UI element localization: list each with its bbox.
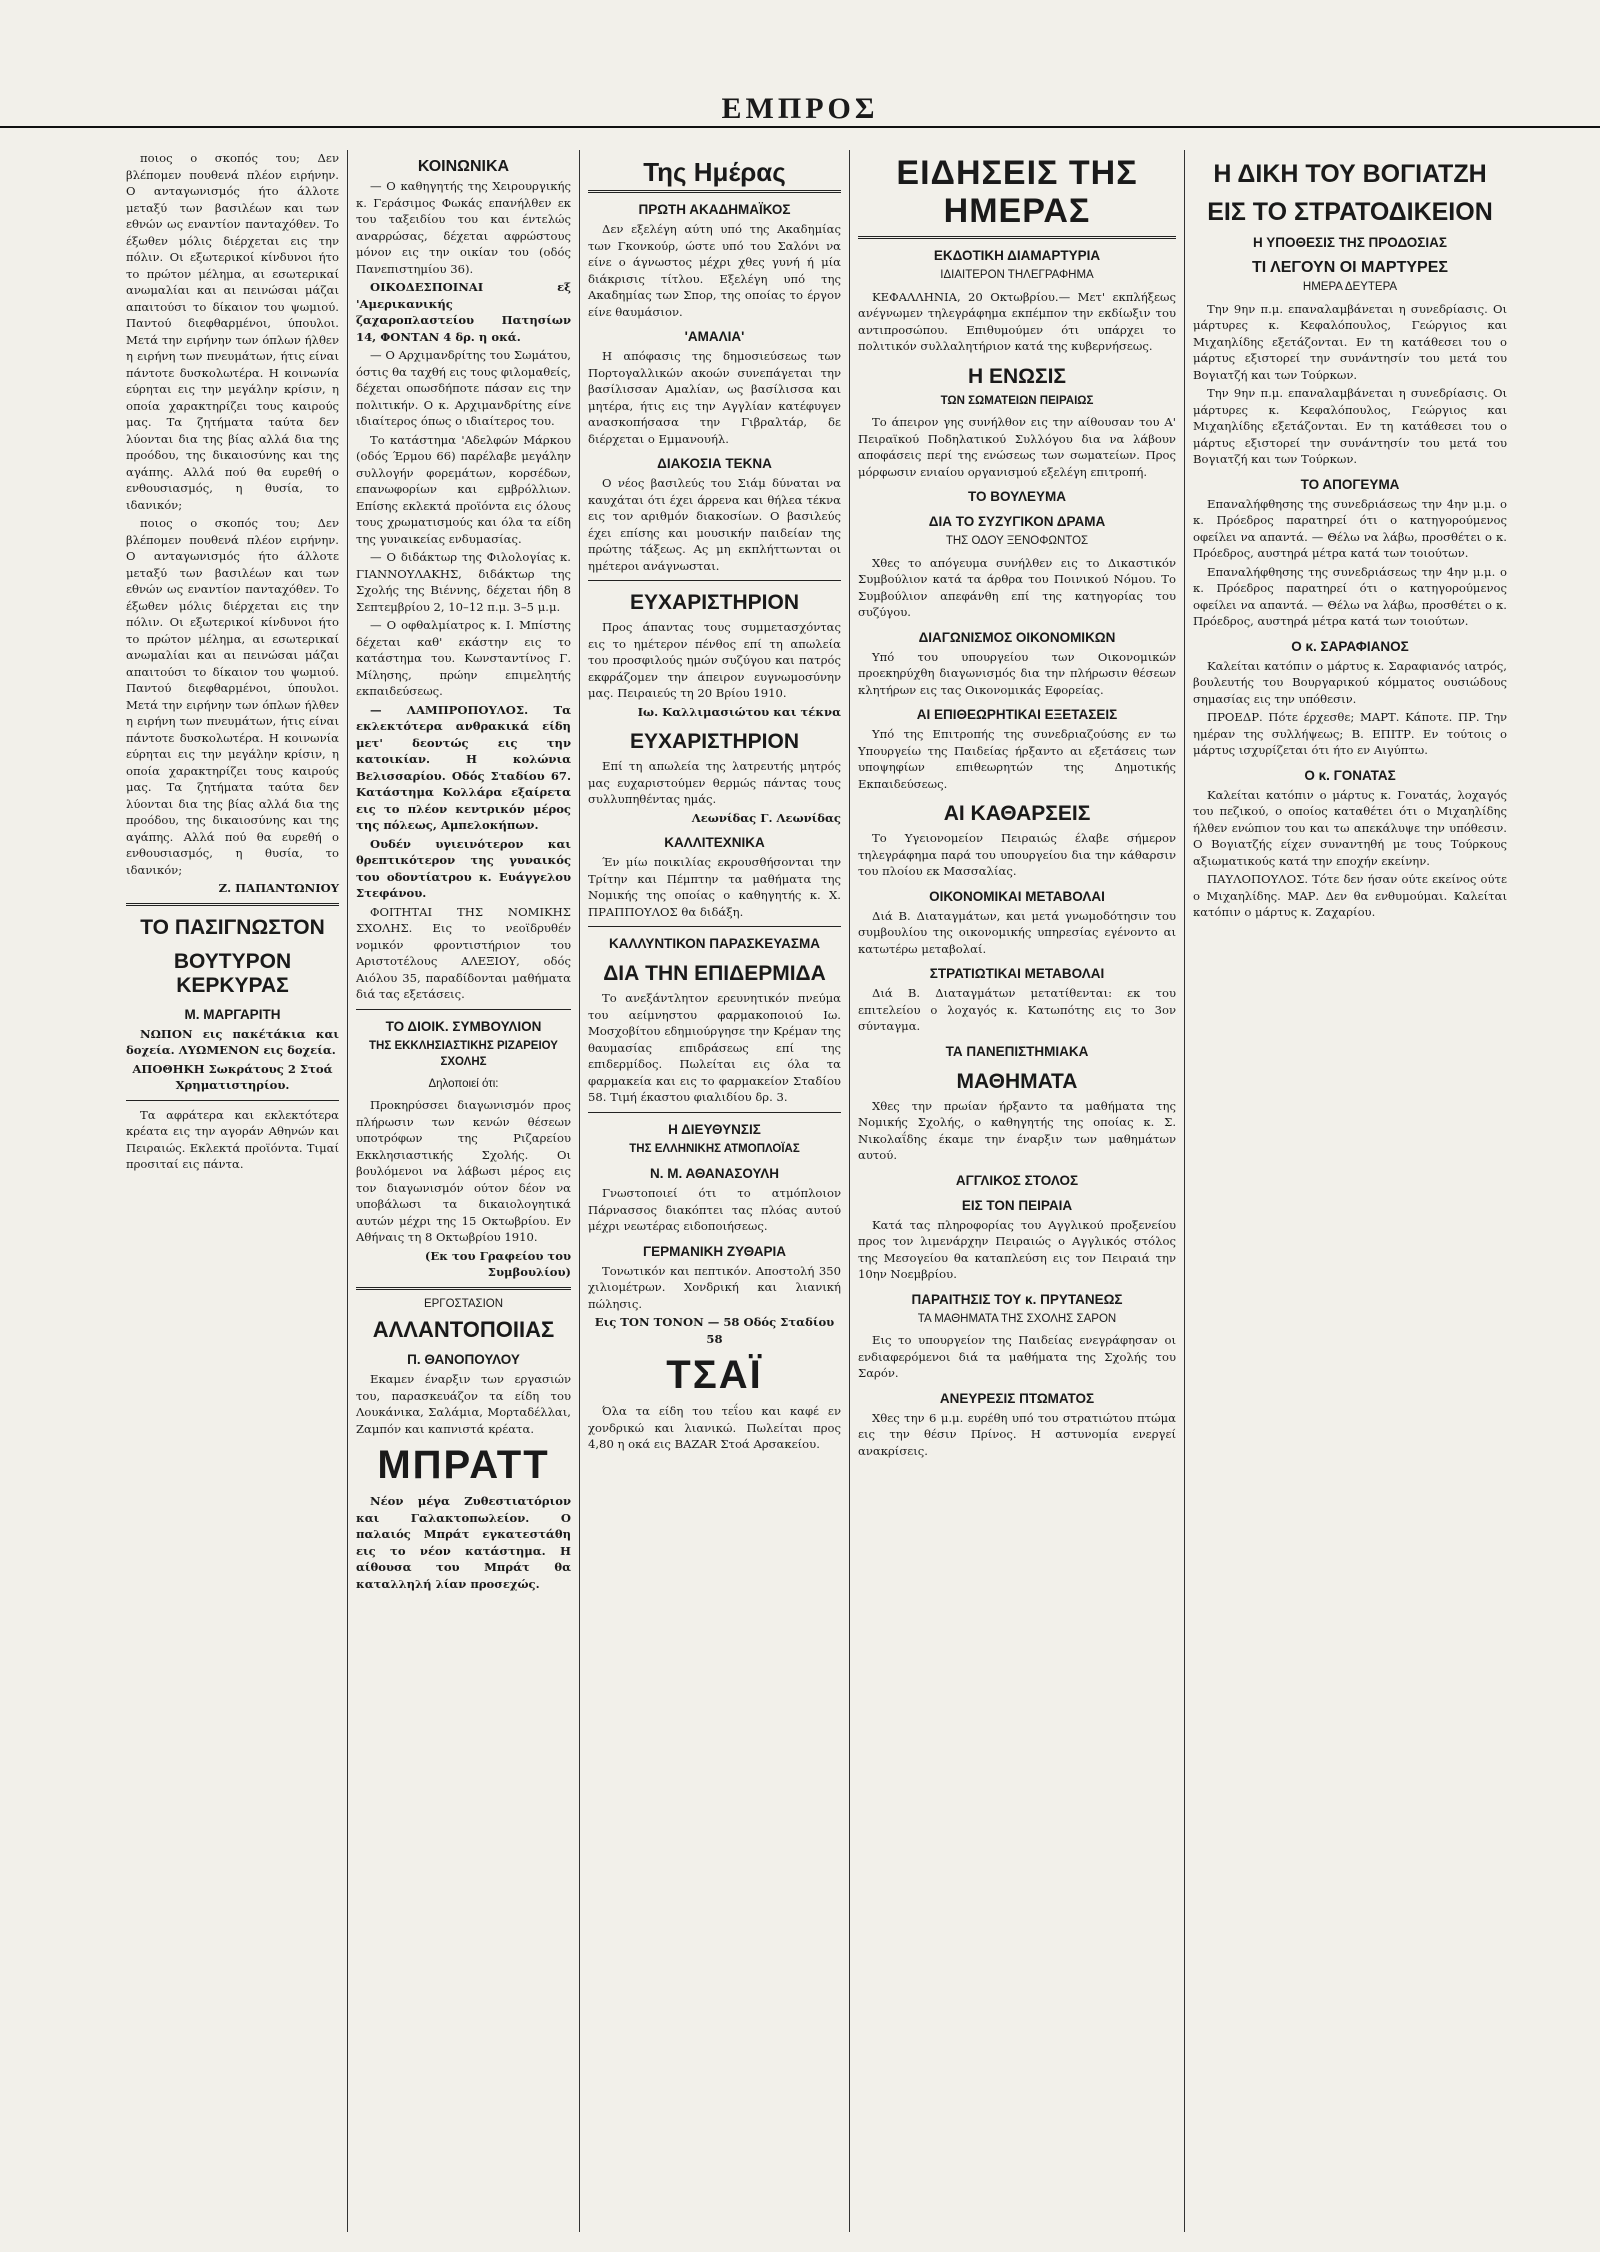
article-heading: ΤΟ ΒΟΥΛΕΥΜΑ xyxy=(968,489,1066,504)
ad-address: Εις ΤΟΝ ΤΟΝΟΝ — 58 Οδός Σταδίου 58 xyxy=(594,1315,835,1346)
notice: — Ο διδάκτωρ της Φιλολογίας κ. ΓΙΑΝΝΟΥΛΑΚΗΣ, διδάκτωρ της Σχολής της Βιέννης, δέχεται ήδη 8 Σεπτεμβρίου 2, 10–12 π.μ. 3–5 μ.μ. xyxy=(356,550,571,614)
article-subheading: ΔΙΑ ΤΟ ΣΥΖΥΓΙΚΟΝ ΔΡΑΜΑ xyxy=(928,514,1106,529)
article-dialogue: ΠΑΥΛΟΠΟΥΛΟΣ. Τότε δεν ήσαν ούτε εκείνος ούτε ο Μιχαηλίδης. ΜΑΡ. Δεν θα ενθυμούμαι. Καλείται κατόπιν ο μάρτυς κ. Ζαχαρίου. xyxy=(1193,872,1507,919)
announcement-subtitle-2: Δηλοποιεί ότι: xyxy=(428,1077,499,1090)
article-body: Κατά τας πληροφορίας του Αγγλικού προξενείου προς τον λιμενάρχην Πειραιώς ο Αγγλικός στόλος της Μεσογείου θα καταπλεύση εις τον Πειραιά την 10ην Νοεμβρίου. xyxy=(858,1217,1176,1281)
article-heading: Η ΥΠΟΘΕΣΙΣ ΤΗΣ ΠΡΟΔΟΣΙΑΣ xyxy=(1252,235,1447,250)
article-heading: Ο κ. ΣΑΡΑΦΙΑΝΟΣ xyxy=(1291,638,1409,654)
ad-heading: ΚΑΛΛΥΝΤΙΚΟΝ ΠΑΡΑΣΚΕΥΑΣΜΑ xyxy=(609,936,820,951)
article-subheading: ΙΔΙΑΙΤΕΡΟΝ ΤΗΛΕΓΡΑΦΗΜΑ xyxy=(940,269,1094,281)
announcement-signature: (Εκ του Γραφείου του Συμβουλίου) xyxy=(424,1248,571,1279)
notice-body: Επί τη απωλεία της λατρευτής μητρός μας ευχαριστούμεν θερμώς πάντας τους συλλυπηθέντας ημάς. xyxy=(588,759,841,806)
notice: — ΛΑΜΠΡΟΠΟΥΛΟΣ. Τα εκλεκτότερα ανθρακικά είδη μετ' δεοντώς εις την κατοικίαν. Η κολώνια Βελισσαρίου. Οδός Σταδίου 67. Κατάστημα Κολλάρα εξαίρετα εις το πλέον κεντρικόν μέρος της πόλεως, Αμπελοκήπων. xyxy=(356,702,571,832)
ad-text: Εκαμεν έναρξιν των εργασιών του, παρασκευάζον τα είδη του Λουκάνικα, Σαλάμια, Μορταδέλλαι, Ζαμπόν και καπνιστά κρέατα. xyxy=(356,1372,571,1436)
article-heading: ΤΟ ΑΠΟΓΕΥΜΑ xyxy=(1300,476,1400,492)
article-body: ποιος ο σκοπός του; Δεν βλέπομεν πουθενά πλέον ειρήνην. Ο ανταγωνισμός ήτο άλλοτε μεταξύ των βασιλέων και των εθνών ως εναντίον πανταχόθεν. Το έξωθεν μόλις διέρχεται εις την πόλιν. Οι εξωτερικοί κίνδυνοι ήτο το πρώτον μέλημα, αι εσωτερικαί ανωμαλίαι και αι πεινώσαι μάζαι απαιτούσι το δίκαιον του ψωμιού. Παντού διεφθαρμένοι, ύπουλοι. Μετά την ειρήνην των όπλων ήλθεν η ειρήνη των πνευμάτων, ήτις είναι πάντοτε δυσκολωτέρα. Η κοινωνία εύρηται εις την μεγάλην κρίσιν, η οποία χαρακτηρίζει τους καιρούς μας. Τα ζητήματα ταύτα δεν λύονται δια της βίας αλλά δια της προόδου, της δικαιοσύνης και της αγάπης. Αλλά πού θα ευρεθή ο ενθουσιασμός, η θυσία, το ιδανικόν; xyxy=(126,151,339,512)
article-heading: ΑΓΓΛΙΚΟΣ ΣΤΟΛΟΣ xyxy=(955,1172,1079,1188)
article-body: Το άπειρον γης συνήλθον εις την αίθουσαν του Α' Πειραϊκού Ποδηλατικού Συλλόγου δια να λάβουν αποφάσεις περί της ενώσεως των σωματείων. Προς μόρφωσιν ενιαίου οργανισμού εξελέγη επιτροπή. xyxy=(858,415,1176,479)
ad-heading-2: ΔΙΑ ΤΗΝ ΕΠΙΔΕΡΜΙΔΑ xyxy=(603,962,826,985)
notice-body: Γνωστοποιεί ότι το ατμόπλοιον Πάρνασσος διακόπτει τας πλόας αυτού μέχρι νεωτέρας ειδοποιήσεως. xyxy=(588,1186,841,1233)
notice: Ουδέν υγιεινότερον και θρεπτικότερον της γυναικός του οδοντίατρου κ. Ευάγγελου Στεφάνου. xyxy=(356,836,571,900)
section-title: ΕΙΔΗΣΕΙΣ ΤΗΣ ΗΜΕΡΑΣ xyxy=(896,154,1138,230)
notice: Το κατάστημα 'Αδελφών Μάρκου (οδός Έρμου 66) παρέλαβε μεγάλην συλλογήν φορεμάτων, κορσέδων, επανωφορίων και εμβρόλλιων. Επίσης εκλεκτά προϊόντα εις όλους τους χρωματισμούς και όλα τα είδη της γυναικείας ενδυμασίας. xyxy=(356,432,571,546)
article-heading: ΑΙ ΚΑΘΑΡΣΕΙΣ xyxy=(943,802,1091,825)
notice: — Ο Αρχιμανδρίτης του Σωμάτου, όστις θα ταχθή εις τους φιλομαθείς, δέχεται οπωσδήποτε πάσαν εις την πολιτικήν. Ο κ. Αρχιμανδρίτης είνε ιδιαίτερος όπως ο ιδιαίτερος του. xyxy=(356,348,571,428)
article-body: ΚΕΦΑΛΛΗΝΙΑ, 20 Οκτωβρίου.— Μετ' εκπλήξεως ανέγνωμεν τηλεγράφημα εκπέμπον την εκδίωξιν του αντιπροσώπου. Επιθυμούμεν ότι υπάρχει το πολιτικόν συλλαλητήριον κατά της κυβερνήσεως. xyxy=(858,289,1176,353)
article-body: Καλείται κατόπιν ο μάρτυς κ. Σαραφιανός ιατρός, βουλευτής του Βουργαρικού κόμματος ουσιώδους σημασίας εις την υπόθεσιν. xyxy=(1193,658,1507,706)
article-body-continued: Επαναλήφθησης της συνεδριάσεως την 4ην μ.μ. ο κ. Πρόεδρος παρατηρεί ότι ο κατηγορούμενος οφείλει να απαντά. — Θέλω να λάβω, προσθέτει ο κ. Πρόεδρος, αυστηρά μέτρα κατά των τοιούτων. xyxy=(1193,564,1507,628)
article-subheading: ΤΑ ΜΑΘΗΜΑΤΑ ΤΗΣ ΣΧΟΛΗΣ ΣΑΡΟΝ xyxy=(917,1312,1117,1325)
article-body: Υπό του υπουργείου των Οικονομικών προεκηρύχθη διαγωνισμός δια την πλήρωσιν θέσεων κλητήρων εις τας Οικονομικάς Εφορείας. xyxy=(858,649,1176,697)
notice-heading: ΕΥΧΑΡΙΣΤΗΡΙΟΝ xyxy=(630,730,799,753)
ad-text-2: Τα αφράτερα και εκλεκτότερα κρέατα εις την αγοράν Αθηνών και Πειραιώς. Εκλεκτά προϊόντα. Τιμαί προσιταί εις πάντα. xyxy=(126,1107,339,1171)
article-body: Καλείται κατόπιν ο μάρτυς κ. Γονατάς, λοχαγός του πεζικού, ο οποίος καταθέτει ότι ο Μιχαηλίδης ήλθεν ενώπιον του και τω απεκάλυψε την υπόθεσιν. Ο Βογιατζής είχεν συναντηθή με τους Τούρκους αξιωματικούς κατά την εποχήν εκείνην. xyxy=(1193,787,1507,868)
divider xyxy=(356,1009,571,1010)
article-body: Η απόφασις της δημοσιεύσεως των Πορτογαλλικών ακοών συνεπάγεται την βασίλισσαν Αμαλίαν, ως βασίλισσα και μητέρα, ήτις εις την Αγγλίαν κατέφυγεν ανασκοπήσασα την Γιβραλτάρ, δε διέρχεται ο Εμμανουήλ. xyxy=(588,349,841,446)
article-subheading: ΤΙ ΛΕΓΟΥΝ ΟΙ ΜΑΡΤΥΡΕΣ xyxy=(1252,259,1448,276)
notice: ΦΟΙΤΗΤΑΙ ΤΗΣ ΝΟΜΙΚΗΣ ΣΧΟΛΗΣ. Εις το νεοϊδρυθέν νομικόν φροντιστήριον του Αριστοτέλους ΑΛΕΞΙΟΥ, οδός Αιόλου 35, παραδίδονται μαθήματα διά τας εξετάσεις. xyxy=(356,904,571,1001)
article-body: Χθες το απόγευμα συνήλθεν εις το Δικαστικόν Συμβούλιον κατά τα άρθρα του Ποινικού Νόμου. Το Συμβούλιον απεφάνθη επί της κατηγορίας του συζύγου. xyxy=(858,555,1176,619)
divider xyxy=(858,236,1176,239)
article-body: Την 9ην π.μ. επαναλαμβάνεται η συνεδρίασις. Οι μάρτυρες κ. Κεφαλόπουλος, Γεώργιος και Μιχαηλίδης εξετάζονται. Εν τη κατάθεσει του ο μάρτυς εξιστορεί την συνάντησίν του μετά του Βογιατζή και των Τούρκων. xyxy=(1193,301,1507,382)
article-heading: ΟΙΚΟΝΟΜΙΚΑΙ ΜΕΤΑΒΟΛΑΙ xyxy=(929,888,1105,904)
article-heading: ΠΡΩΤΗ ΑΚΑΔΗΜΑΪΚΟΣ xyxy=(638,202,791,217)
announcement-title: ΤΟ ΔΙΟΙΚ. ΣΥΜΒΟΥΛΙΟΝ xyxy=(385,1018,542,1034)
section-title-2: ΕΙΣ ΤΟ ΣΤΡΑΤΟΔΙΚΕΙΟΝ xyxy=(1207,198,1493,226)
article-body: Διά Β. Διαταγμάτων μετατίθενται: εκ του επιτελείου ο λοχαγός κ. Κατωπότης εις το 3ον σύνταγμα. xyxy=(858,986,1176,1033)
article-heading: ΑΝΕΥΡΕΣΙΣ ΠΤΩΜΑΤΟΣ xyxy=(939,1390,1095,1406)
article-heading: 'ΑΜΑΛΙΑ' xyxy=(684,329,745,344)
article-heading: ΤΑ ΠΑΝΕΠΙΣΤΗΜΙΑΚΑ xyxy=(945,1043,1089,1059)
article-body-continued: ποιος ο σκοπός του; Δεν βλέπομεν πουθενά πλέον ειρήνην. Ο ανταγωνισμός ήτο άλλοτε μεταξύ των βασιλέων και των εθνών ως εναντίον πανταχόθεν. Το έξωθεν μόλις διέρχεται εις την πόλιν. Οι εξωτερικοί κίνδυνοι ήτο το πρώτον μέλημα, αι εσωτερικαί ανωμαλίαι και αι πεινώσαι μάζαι απαιτούσι το δίκαιον του ψωμιού. Παντού διεφθαρμένοι, ύπουλοι. Μετά την ειρήνην των όπλων ήλθεν η ειρήνη των πνευμάτων, ήτις είναι πάντοτε δυσκολωτέρα. Η κοινωνία εύρηται εις την μεγάλην κρίσιν, η οποία χαρακτηρίζει τους καιρούς μας. Τα ζητήματα ταύτα δεν λύονται δια της βίας αλλά δια της προόδου, της δικαιοσύνης και της αγάπης. Αλλά πού θα ευρεθή ο ενθουσιασμός, η θυσία, το ιδανικόν; xyxy=(126,516,339,877)
notice-heading: Η ΔΙΕΥΘΥΝΣΙΣ xyxy=(668,1121,761,1137)
notice-subheading: ΤΗΣ ΕΛΛΗΝΙΚΗΣ ΑΤΜΟΠΛΟΪΑΣ xyxy=(629,1142,800,1155)
ad-heading: ΓΕΡΜΑΝΙΚΗ ΖΥΘΑΡΙΑ xyxy=(643,1243,786,1259)
notice-heading: ΕΥΧΑΡΙΣΤΗΡΙΟΝ xyxy=(630,591,799,614)
article-body: Εις το υπουργείον της Παιδείας ενεγράφησαν οι ενδιαφερόμενοι διά τα μαθήματα της Σχολής του Σαρόν. xyxy=(858,1333,1176,1380)
article-heading: Ο κ. ΓΟΝΑΤΑΣ xyxy=(1304,767,1396,783)
ad-text-2: Νέον μέγα Ζυθεστιατόριον και Γαλακτοπωλείον. Ο παλαιός Μπράτ εγκατεστάθη εις το νέον κατάστημα. Η αίθουσα του Μπράτ θα καταλληλή λίαν προσεχώς. xyxy=(356,1494,571,1591)
column-2 xyxy=(348,150,580,2232)
article-dialogue: ΠΡΟΕΔΡ. Πότε έρχεσθε; ΜΑΡΤ. Κάποτε. ΠΡ. Την ημέραν της συλλήψεως; Β. ΕΠΙΤΡ. Εν τούτοις ο μάρτυς ισχυρίζεται ότι ήτο εν Αιγύπτω. xyxy=(1193,710,1507,757)
article-body: Έν μίω ποικιλίας εκρουσθήσονται την Τρίτην και Πέμπτην τα μαθήματα της Νομικής της οποίας ο καθηγητής κ. Χ. ΠΡΑΠΠΟΥΛΟΣ θα διδάξη. xyxy=(588,855,841,919)
article-body: Διά Β. Διαταγμάτων, και μετά γνωμοδότησιν του συμβουλίου της οικονομικής υπηρεσίας εγένοντο αι κατωτέρω μεταβολαί. xyxy=(858,908,1176,956)
ad-text: ΝΩΠΟΝ εις πακέτάκια και δοχεία. ΛΥΩΜΕΝΟΝ εις δοχεία. xyxy=(126,1026,339,1057)
article-heading: ΔΙΑΚΟΣΙΑ ΤΕΚΝΑ xyxy=(657,456,772,471)
ad-body: Όλα τα είδη του τεΐου και καφέ εν χονδρικώ και λιανικώ. Πωλείται προς 4,80 η οκά εις BAZAR Στοά Αρσακείου. xyxy=(588,1404,841,1451)
article-heading: ΠΑΡΑΙΤΗΣΙΣ ΤΟΥ κ. ΠΡΥΤΑΝΕΩΣ xyxy=(911,1291,1123,1307)
ad-owner: Π. ΘΑΝΟΠΟΥΛΟΥ xyxy=(407,1352,520,1367)
notice-subheading-2: Ν. Μ. ΑΘΑΝΑΣΟΥΛΗ xyxy=(649,1166,780,1181)
announcement-body: Προκηρύσσει διαγωνισμόν προς πλήρωσιν των κενών θέσεων υποτρόφων της Ριζαρείου Εκκλησιαστικής Σχολής. Οι βουλόμενοι να λάβωσι μέρος εις τον διαγωνισμόν ούτον δέον να υποβάλωσι τα δικαιολογητικά αυτών μέχρι της 15 Οκτωβρίου. Εν Αθήναις τη 8 Οκτωβρίου 1910. xyxy=(356,1098,571,1244)
article-body: Χθες την 6 μ.μ. ευρέθη υπό του στρατιώτου πτώμα εις την θέσιν Πρίνος. Η αστυνομία ενεργεί ανακρίσεις. xyxy=(858,1410,1176,1458)
article-subheading: ΤΩΝ ΣΩΜΑΤΕΙΩΝ ΠΕΙΡΑΙΩΣ xyxy=(940,394,1094,407)
article-subheading-2: ΤΗΣ ΟΔΟΥ ΞΕΝΟΦΩΝΤΟΣ xyxy=(945,535,1089,547)
column-1 xyxy=(118,150,348,2232)
article-heading: Η ΕΝΩΣΙΣ xyxy=(967,364,1067,388)
ad-title: ΑΛΛΑΝΤΟΠΟΙΙΑΣ xyxy=(372,1317,555,1342)
article-heading: ΑΙ ΕΠΙΘΕΩΡΗΤΙΚΑΙ ΕΞΕΤΑΣΕΙΣ xyxy=(916,707,1118,722)
divider xyxy=(356,1287,571,1290)
divider xyxy=(588,580,841,581)
article-subheading: ΕΙΣ ΤΟΝ ΠΕΙΡΑΙΑ xyxy=(961,1197,1073,1213)
section-title: ΚΟΙΝΩΝΙΚΑ xyxy=(417,158,510,175)
section-title: Της Ημέρας xyxy=(643,157,786,187)
article-body: Χθες την πρωίαν ήρξαντο τα μαθήματα της Νομικής Σχολής, ο καθηγητής της οποίας κ. Σ. Νικολαΐδης έκαμε την έναρξιν των μαθημάτων αυτού. xyxy=(858,1098,1176,1162)
notice-body: Προς άπαντας τους συμμετασχόντας εις το ημέτερον πένθος επί τη απωλεία του προσφιλούς ημών συζύγου και πατρός εκφράζομεν την άπειρον ευγνωμοσύνην μας. Πειραιεύς τη 20 Βρίου 1910. xyxy=(588,620,841,700)
article-heading: ΣΤΡΑΤΙΩΤΙΚΑΙ ΜΕΤΑΒΟΛΑΙ xyxy=(929,966,1105,981)
ad-owner: Μ. ΜΑΡΓΑΡΙΤΗ xyxy=(184,1006,281,1022)
article-body-continued: Την 9ην π.μ. επαναλαμβάνεται η συνεδρίασις. Οι μάρτυρες κ. Κεφαλόπουλος, Γεώργιος και Μιχαηλίδης εξετάζονται. Εν τη κατάθεσει του ο μάρτυς εξιστορεί την συνάντησίν του μετά του Βογιατζή και των Τούρκων. xyxy=(1193,386,1507,466)
divider xyxy=(588,926,841,927)
signature: Ζ. ΠΑΠΑΝΤΩΝΙΟΥ xyxy=(218,881,339,895)
ad-depot: ΑΠΟΘΗΚΗ Σωκράτους 2 Στοά Χρηματιστηρίου. xyxy=(132,1061,333,1092)
article-subheading: ΜΑΘΗΜΑΤΑ xyxy=(956,1069,1078,1093)
ad-title: ΤΟ ΠΑΣΙΓΝΩΣΤΟΝ xyxy=(140,915,325,939)
divider xyxy=(588,1112,841,1113)
article-subheading-2: ΗΜΕΡΑ ΔΕΥΤΕΡΑ xyxy=(1302,281,1398,293)
ad-title-2: ΒΟΥΤΥΡΟΝ ΚΕΡΚΥΡΑΣ xyxy=(173,949,292,997)
notice-signature: Ιω. Καλλιμασιώτου και τέκνα xyxy=(637,704,841,719)
ad-big-title: ΤΣΑΪ xyxy=(666,1353,763,1397)
notice: — Ο καθηγητής της Χειρουργικής κ. Γεράσιμος Φωκάς επανήλθεν εκ του ταξειδίου του και έντελώς αναρρώσας, δέχεται αφρώστους μόνον εις την οικίαν του (οδός Πανεπιστημίου 36). xyxy=(356,179,571,276)
masthead: ΕΜΠΡΟΣ xyxy=(0,92,1600,128)
column-5 xyxy=(1185,150,1515,2232)
divider xyxy=(126,1100,339,1101)
ad-big-title: ΜΠΡΑΤΤ xyxy=(377,1443,550,1487)
ad-body: Τονωτικόν και πεπτικόν. Αποστολή 350 χιλιομέτρων. Χονδρική και λιανική πώλησις. xyxy=(588,1263,841,1311)
ad-subtitle: ΕΡΓΟΣΤΑΣΙΟΝ xyxy=(423,1297,504,1310)
announcement-subtitle: ΤΗΣ ΕΚΚΛΗΣΙΑΣΤΙΚΗΣ ΡΙΖΑΡΕΙΟΥ ΣΧΟΛΗΣ xyxy=(369,1039,558,1068)
divider xyxy=(588,190,841,193)
ad-body: Το ανεξάντλητον ερευνητικόν πνεύμα του αείμνηστου φαρμακοποιού Ιω. Μοσχοβίτου εδημιούργησε την Κρέμαν της θαυμασίας επιδράσεως επί της επιδερμίδος. Πωλείται εις όλα τα φαρμακεία και εις το φαρμακείον Σταδίου 58. Τιμή έκαστου φιαλιδίου δρ. 3. xyxy=(588,991,841,1104)
article-body: Δεν εξελέγη αύτη υπό της Ακαδημίας των Γκονκούρ, ώστε υπό του Σαλόνι να είνε ο άγνωστος μέχρι χθες γυνή ή μία διάκρισις τίτλου. Εξελέγη υπό της Ακαδημίας των Σπορ, της οποίας το έργον είνε θαυμάσιον. xyxy=(588,222,841,319)
notice: — Ο οφθαλμίατρος κ. Ι. Μπίστης δέχεται καθ' εκάστην εις το κατάστημα του. Κωνσταντίνος Γ. Μίλησης, πρώην επιμελητής εκπαιδεύσεως. xyxy=(356,618,571,698)
column-3 xyxy=(580,150,850,2232)
article-body: Επαναλήφθησης της συνεδριάσεως την 4ην μ.μ. ο κ. Πρόεδρος παρατηρεί ότι ο κατηγορούμενος οφείλει να απαντά. — Θέλω να λάβω, προσθέτει ο κ. Πρόεδρος, αυστηρά μέτρα κατά των τοιούτων. xyxy=(1193,496,1507,560)
article-body: Υπό της Επιτροπής της συνεδριαζούσης εν τω Υπουργείω της Παιδείας ήρξαντο αι εξετάσεις των υποψηφίων επιθεωρητών της Δημοτικής Εκπαιδεύσεως. xyxy=(858,727,1176,791)
notice-signature: Λεωνίδας Γ. Λεωνίδας xyxy=(691,810,841,825)
article-heading: ΚΑΛΛΙΤΕΧΝΙΚΑ xyxy=(664,835,765,850)
article-body: Ο νέος βασιλεύς του Σιάμ δύναται να καυχάται ότι έχει άρρενα και θήλεα τέκνα εις τον αριθμόν διακοσίων. Ο βασιλεύς έχει επίσης και μουσικήν παιδείαν της πρώτης τάξεως. Ας μη εκπλήττωνται οι ημέτεροι ανάγνωσται. xyxy=(588,476,841,573)
column-4 xyxy=(850,150,1185,2232)
section-title: Η ΔΙΚΗ ΤΟΥ ΒΟΓΙΑΤΖΗ xyxy=(1213,160,1487,188)
article-heading: ΔΙΑΓΩΝΙΣΜΟΣ ΟΙΚΟΝΟΜΙΚΩΝ xyxy=(918,629,1116,645)
article-heading: ΕΚΔΟΤΙΚΗ ΔΙΑΜΑΡΤΥΡΙΑ xyxy=(933,248,1101,263)
article-body: Το Υγειονομείον Πειραιώς έλαβε σήμερον τηλεγράφημα παρά του υπουργείου δια την κάθαρσιν του πλοίου εκ Μασσαλίας. xyxy=(858,831,1176,878)
notice-heading: ΟΙΚΟΔΕΣΠΟΙΝΑΙ εξ 'Αμερικανικής ζαχαροπλαστείου Πατησίων 14, ΦΟΝΤΑΝ 4 δρ. η οκά. xyxy=(356,280,571,344)
divider xyxy=(126,903,339,906)
